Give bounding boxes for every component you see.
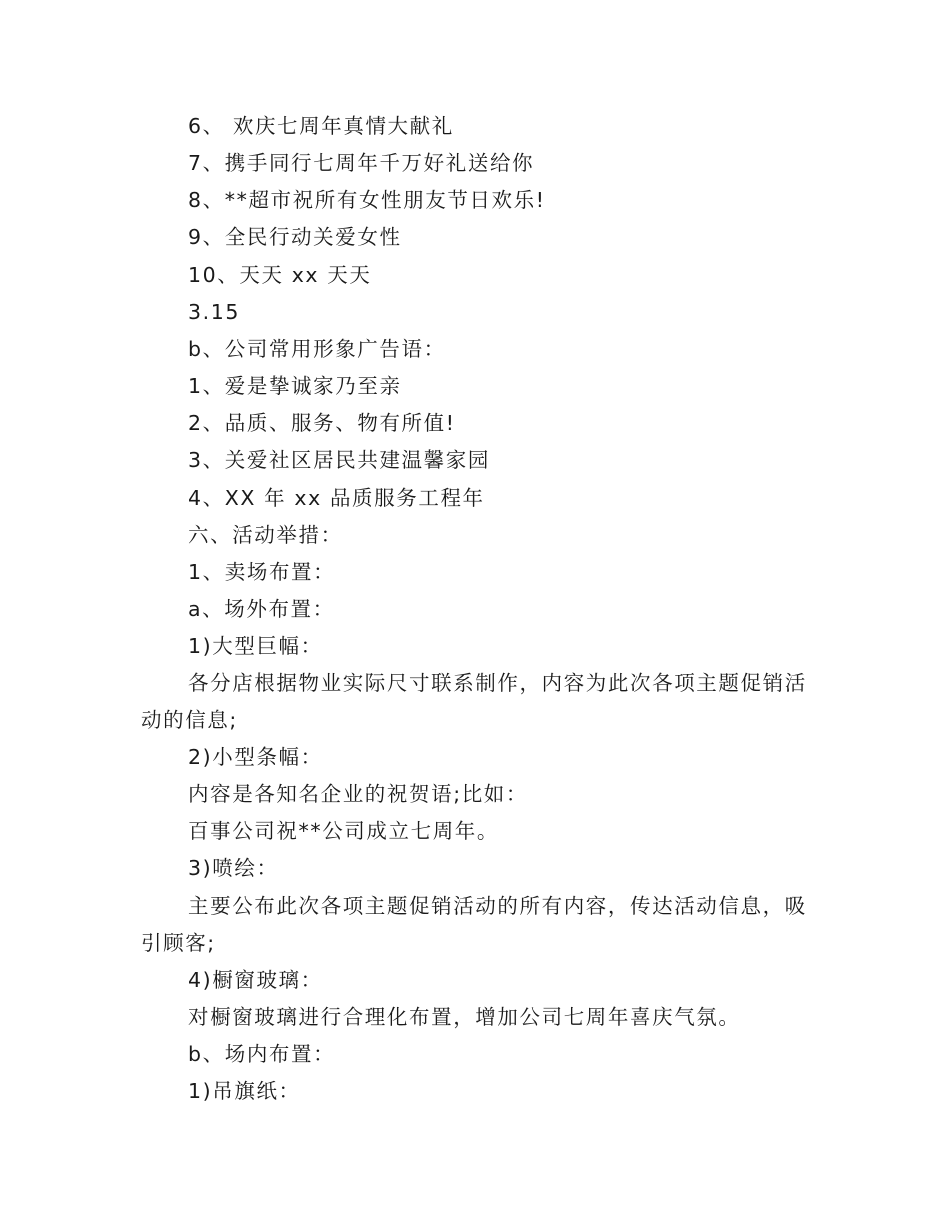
document-line: b、公司常用形象广告语： bbox=[188, 337, 446, 361]
document-line: 2、品质、服务、物有所值! bbox=[188, 411, 456, 435]
document-line: 百事公司祝**公司成立七周年。 bbox=[188, 819, 499, 843]
document-line: 动的信息; bbox=[141, 708, 238, 732]
document-line: 3、关爱社区居民共建温馨家园 bbox=[188, 448, 490, 472]
document-line: b、场内布置： bbox=[188, 1042, 336, 1066]
document-line: 6、 欢庆七周年真情大献礼 bbox=[188, 114, 454, 138]
document-line: 1、卖场布置： bbox=[188, 560, 336, 584]
document-line: 六、活动举措： bbox=[188, 523, 343, 547]
document-line: 主要公布此次各项主题促销活动的所有内容，传达活动信息，吸 bbox=[188, 894, 807, 918]
document-line: 8、**超市祝所有女性朋友节日欢乐! bbox=[188, 188, 546, 212]
document-line: 4、XX 年 xx 品质服务工程年 bbox=[188, 486, 485, 510]
document-line: 引顾客; bbox=[141, 931, 216, 955]
document-line: 3.15 bbox=[188, 300, 241, 324]
document-line: 4)橱窗玻璃： bbox=[188, 968, 323, 992]
document-line: 10、天天 xx 天天 bbox=[188, 263, 372, 287]
document-line: 1、爱是挚诚家乃至亲 bbox=[188, 374, 402, 398]
document-line: 各分店根据物业实际尺寸联系制作，内容为此次各项主题促销活 bbox=[188, 671, 807, 695]
document-line: 内容是各知名企业的祝贺语;比如： bbox=[188, 782, 529, 806]
document-line: 1)吊旗纸： bbox=[188, 1079, 301, 1103]
document-line: 7、携手同行七周年千万好礼送给你 bbox=[188, 151, 535, 175]
document-line: 3)喷绘： bbox=[188, 856, 279, 880]
document-line: 1)大型巨幅： bbox=[188, 634, 323, 658]
document-line: 2)小型条幅： bbox=[188, 745, 323, 769]
document-line: 9、全民行动关爱女性 bbox=[188, 225, 402, 249]
document-line: a、场外布置： bbox=[188, 597, 335, 621]
document-line: 对橱窗玻璃进行合理化布置，增加公司七周年喜庆气氛。 bbox=[188, 1005, 741, 1029]
